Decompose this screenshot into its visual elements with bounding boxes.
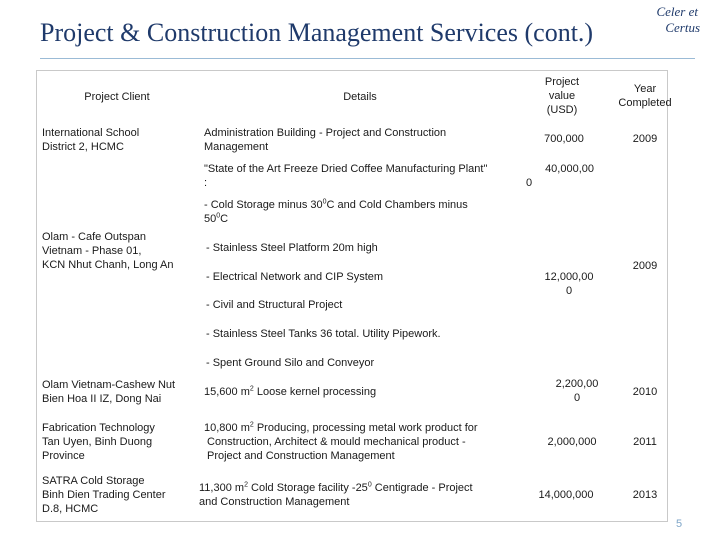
superscript: 2 xyxy=(244,481,248,489)
row2-value xyxy=(534,270,604,298)
title-divider xyxy=(40,58,695,59)
client-line: Tan Uyen, Binh Duong xyxy=(42,436,153,448)
row4-client xyxy=(42,421,197,463)
superscript: 0 xyxy=(216,212,221,220)
value-line: 0 xyxy=(526,177,533,189)
detail-text: Producing, processing metal work product for xyxy=(253,422,478,434)
superscript: 2 xyxy=(249,385,254,393)
header-project-client: Project Client xyxy=(84,91,150,103)
brand-logo-text xyxy=(656,4,698,36)
details-line: Construction, Architect & mould mechanical product - xyxy=(207,436,466,448)
superscript: 0 xyxy=(367,481,372,489)
details-line xyxy=(204,421,524,435)
details-line: Project and Construction Management xyxy=(207,450,395,462)
row5-client xyxy=(42,474,197,516)
client-line: D.8, HCMC xyxy=(42,503,99,515)
row3-client xyxy=(42,378,197,406)
header-project-value xyxy=(530,75,594,117)
client-line: Olam - Cafe Outspan xyxy=(42,231,146,243)
client-line: Fabrication Technology xyxy=(42,422,155,434)
value-line: 12,000,00 xyxy=(544,271,594,283)
row1-details xyxy=(204,126,504,154)
detail-text: Loose kernel processing xyxy=(253,386,377,398)
page-number: 5 xyxy=(676,518,683,530)
client-line: KCN Nhut Chanh, Long An xyxy=(42,259,174,271)
details-line xyxy=(199,481,519,495)
value-line: 0 xyxy=(565,285,573,297)
details-line: Management xyxy=(204,141,269,153)
row1-value: 700,000 xyxy=(544,133,584,145)
client-line: District 2, HCMC xyxy=(42,141,124,153)
row1-client xyxy=(42,126,192,154)
detail-text: C and Cold Chambers minus xyxy=(326,199,468,211)
detail-text: 11,300 m xyxy=(199,482,245,494)
detail-text: C xyxy=(220,213,229,225)
brand-line-2: Certus xyxy=(665,20,700,35)
row2-detail-3: - Stainless Steel Platform 20m high xyxy=(206,242,378,254)
row2-detail-6: - Stainless Steel Tanks 36 total. Utility Pipework. xyxy=(206,328,441,340)
client-line: International School xyxy=(42,127,140,139)
row3-value xyxy=(542,377,612,405)
row3-year: 2010 xyxy=(632,386,658,398)
row2-detail-1-value xyxy=(526,162,596,190)
header-details: Details xyxy=(343,91,377,103)
header-year-line: Year xyxy=(633,83,657,95)
header-value-line: value xyxy=(548,90,576,102)
row2-detail-5: - Civil and Structural Project xyxy=(206,299,343,311)
superscript: 0 xyxy=(322,198,327,206)
row2-detail-2 xyxy=(204,198,514,226)
row2-detail-1 xyxy=(204,162,524,190)
row3-details xyxy=(204,385,504,399)
header-value-line: Project xyxy=(544,76,580,88)
detail-text: Cold Storage facility -25 xyxy=(247,482,368,494)
detail-text: 50 xyxy=(204,213,217,225)
client-line: Olam Vietnam-Cashew Nut xyxy=(42,379,176,391)
details-line: : xyxy=(204,177,208,189)
row5-details xyxy=(199,481,519,509)
header-year-line: Completed xyxy=(618,97,672,109)
row4-year: 2011 xyxy=(633,436,657,448)
details-line xyxy=(204,198,514,212)
row2-year: 2009 xyxy=(632,260,658,272)
row5-value: 14,000,000 xyxy=(538,489,594,501)
client-line: Bien Hoa II IZ, Dong Nai xyxy=(42,393,162,405)
value-line: 2,200,00 xyxy=(555,378,599,390)
client-line: Binh Dien Trading Center xyxy=(42,489,166,501)
row4-value: 2,000,000 xyxy=(547,436,597,448)
superscript: 2 xyxy=(249,421,254,429)
row2-detail-4: - Electrical Network and CIP System xyxy=(206,271,384,283)
detail-text: 10,800 m xyxy=(204,422,250,434)
value-line: 0 xyxy=(573,392,581,404)
row4-details xyxy=(204,421,524,463)
slide-title: Project & Construction Management Services (cont.) xyxy=(40,18,594,47)
row1-year: 2009 xyxy=(632,133,658,145)
detail-text: 15,600 m xyxy=(204,386,250,398)
header-year-completed xyxy=(610,82,680,110)
header-value-line: (USD) xyxy=(546,104,578,116)
row5-year: 2013 xyxy=(632,489,658,501)
client-line: SATRA Cold Storage xyxy=(42,475,145,487)
detail-text: - Cold Storage minus 30 xyxy=(204,199,323,211)
brand-line-1: Celer et xyxy=(656,4,698,19)
details-line: and Construction Management xyxy=(199,496,350,508)
details-line xyxy=(204,212,514,226)
value-line: 40,000,00 xyxy=(545,163,594,175)
details-line: Administration Building - Project and Construction xyxy=(204,127,447,139)
details-line: "State of the Art Freeze Dried Coffee Manufacturing Plant" xyxy=(204,163,488,175)
client-line: Vietnam - Phase 01, xyxy=(42,245,142,257)
client-line: Province xyxy=(42,450,85,462)
row2-detail-7: - Spent Ground Silo and Conveyor xyxy=(206,357,375,369)
detail-text: Centigrade - Project xyxy=(371,482,473,494)
row2-client xyxy=(42,230,197,272)
